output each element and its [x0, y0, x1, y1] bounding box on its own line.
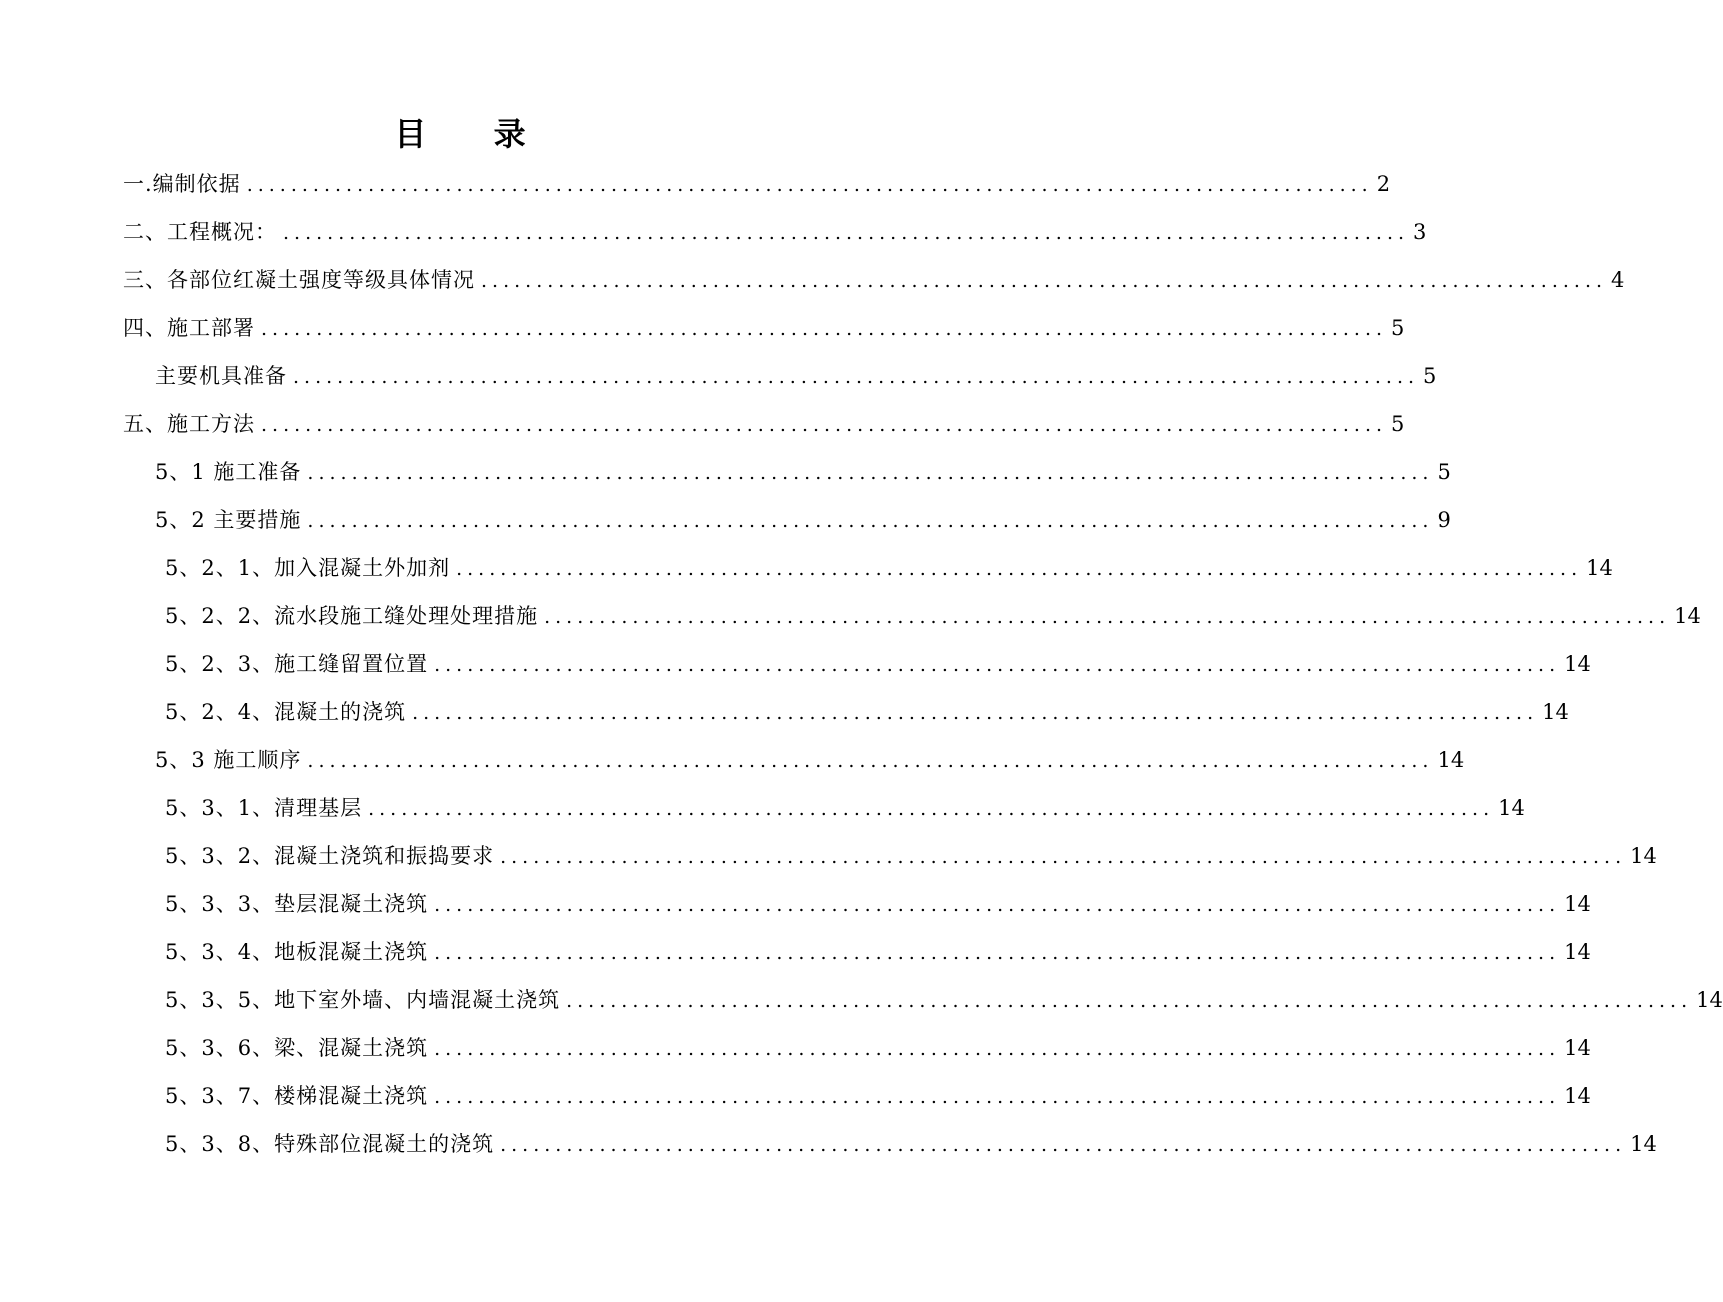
toc-entry-label: 5、3、2、混凝土浇筑和振捣要求	[165, 844, 495, 868]
toc-dot-leader: ......................................................................................................	[246, 174, 1373, 196]
toc-dot-leader: ......................................................................................................	[261, 318, 1388, 340]
toc-page-number: 14	[1630, 844, 1657, 868]
toc-entry[interactable]	[123, 160, 1391, 208]
toc-dot-leader: ......................................................................................................	[293, 366, 1420, 388]
toc-entry-label: 5、2、4、混凝土的浇筑	[165, 700, 407, 724]
toc-entry-label: 5、3 施工顺序	[155, 748, 302, 772]
toc-entry-label: 5、1 施工准备	[155, 460, 302, 484]
toc-entry[interactable]	[165, 592, 1701, 640]
toc-entry-label: 五、施工方法	[123, 412, 255, 436]
toc-page-number: 14	[1564, 652, 1591, 676]
toc-entry[interactable]	[165, 784, 1525, 832]
toc-entry-label: 四、施工部署	[123, 316, 255, 340]
toc-dot-leader: ......................................................................................................	[544, 606, 1671, 628]
toc-entry[interactable]	[123, 208, 1427, 256]
toc-page-number: 5	[1437, 460, 1451, 484]
toc-dot-leader: ......................................................................................................	[283, 222, 1410, 244]
toc-entry-label: 5、2、2、流水段施工缝处理处理措施	[165, 604, 539, 628]
toc-page-number: 14	[1630, 1132, 1657, 1156]
toc-dot-leader: ......................................................................................................	[434, 654, 1561, 676]
toc-page-number: 5	[1391, 412, 1405, 436]
toc-entry[interactable]	[165, 832, 1657, 880]
toc-entry[interactable]	[165, 688, 1569, 736]
toc-dot-leader: ......................................................................................................	[456, 558, 1583, 580]
toc-page-number: 14	[1696, 988, 1723, 1012]
toc-entry[interactable]	[123, 400, 1405, 448]
toc-entry-label: 主要机具准备	[155, 364, 287, 388]
toc-entry[interactable]	[155, 448, 1451, 496]
toc-entry-label: 5、3、7、楼梯混凝土浇筑	[165, 1084, 429, 1108]
toc-entry-label: 5、3、6、梁、混凝土浇筑	[165, 1036, 429, 1060]
toc-entry-label: 5、3、3、垫层混凝土浇筑	[165, 892, 429, 916]
toc-entry[interactable]	[155, 736, 1465, 784]
toc-dot-leader: ......................................................................................................	[434, 1086, 1561, 1108]
toc-page-number: 4	[1611, 268, 1625, 292]
toc-dot-leader: ......................................................................................................	[481, 270, 1608, 292]
toc-dot-leader: ......................................................................................................	[368, 798, 1495, 820]
toc-page-number: 14	[1564, 892, 1591, 916]
toc-entry-label: 5、3、1、清理基层	[165, 796, 363, 820]
toc-dot-leader: ......................................................................................................	[566, 990, 1693, 1012]
toc-page-number: 14	[1564, 1084, 1591, 1108]
toc-entry[interactable]	[155, 352, 1437, 400]
toc-entry[interactable]	[165, 1072, 1591, 1120]
toc-dot-leader: ......................................................................................................	[307, 462, 1434, 484]
toc-entry[interactable]	[165, 880, 1591, 928]
toc-entry[interactable]	[123, 256, 1625, 304]
toc-entry-label: 5、2 主要措施	[155, 508, 302, 532]
toc-entry[interactable]	[155, 496, 1451, 544]
toc-entry[interactable]	[165, 928, 1591, 976]
toc-title: 目 录	[394, 115, 554, 153]
toc-entry[interactable]	[165, 976, 1723, 1024]
toc-dot-leader: ......................................................................................................	[307, 510, 1434, 532]
toc-dot-leader: ......................................................................................................	[434, 942, 1561, 964]
toc-page-number: 14	[1564, 1036, 1591, 1060]
toc-page-number: 14	[1542, 700, 1569, 724]
toc-entry-label: 5、2、3、施工缝留置位置	[165, 652, 429, 676]
toc-dot-leader: ......................................................................................................	[434, 1038, 1561, 1060]
toc-dot-leader: ......................................................................................................	[261, 414, 1388, 436]
toc-entry-label: 5、3、4、地板混凝土浇筑	[165, 940, 429, 964]
toc-dot-leader: ......................................................................................................	[500, 846, 1627, 868]
toc-entry-label: 5、3、5、地下室外墙、内墙混凝土浇筑	[165, 988, 561, 1012]
toc-page-number: 2	[1376, 172, 1391, 196]
toc-entry-label: 二、工程概况：	[123, 220, 277, 244]
toc-page-number: 3	[1413, 220, 1427, 244]
toc-entry[interactable]	[165, 1024, 1591, 1072]
toc-entry-label: 三、各部位红凝土强度等级具体情况	[123, 268, 475, 292]
toc-entry[interactable]	[123, 304, 1405, 352]
toc-entry-label: 一.编制依据	[123, 172, 241, 196]
toc-dot-leader: ......................................................................................................	[434, 894, 1561, 916]
toc-page-number: 9	[1437, 508, 1451, 532]
toc-entry[interactable]	[165, 1120, 1657, 1168]
toc-dot-leader: ......................................................................................................	[500, 1134, 1627, 1156]
toc-page-number: 14	[1674, 604, 1701, 628]
toc-page-number: 14	[1586, 556, 1613, 580]
toc-page-number: 14	[1498, 796, 1525, 820]
toc-page-number: 5	[1391, 316, 1405, 340]
toc-entry[interactable]	[165, 544, 1613, 592]
toc-page-number: 5	[1423, 364, 1437, 388]
toc-dot-leader: ......................................................................................................	[307, 750, 1434, 772]
toc-entry[interactable]	[165, 640, 1591, 688]
toc-entry-label: 5、2、1、加入混凝土外加剂	[165, 556, 451, 580]
toc-entry-label: 5、3、8、特殊部位混凝土的浇筑	[165, 1132, 495, 1156]
toc-page-number: 14	[1437, 748, 1465, 772]
toc-dot-leader: ......................................................................................................	[412, 702, 1539, 724]
toc-page-number: 14	[1564, 940, 1591, 964]
